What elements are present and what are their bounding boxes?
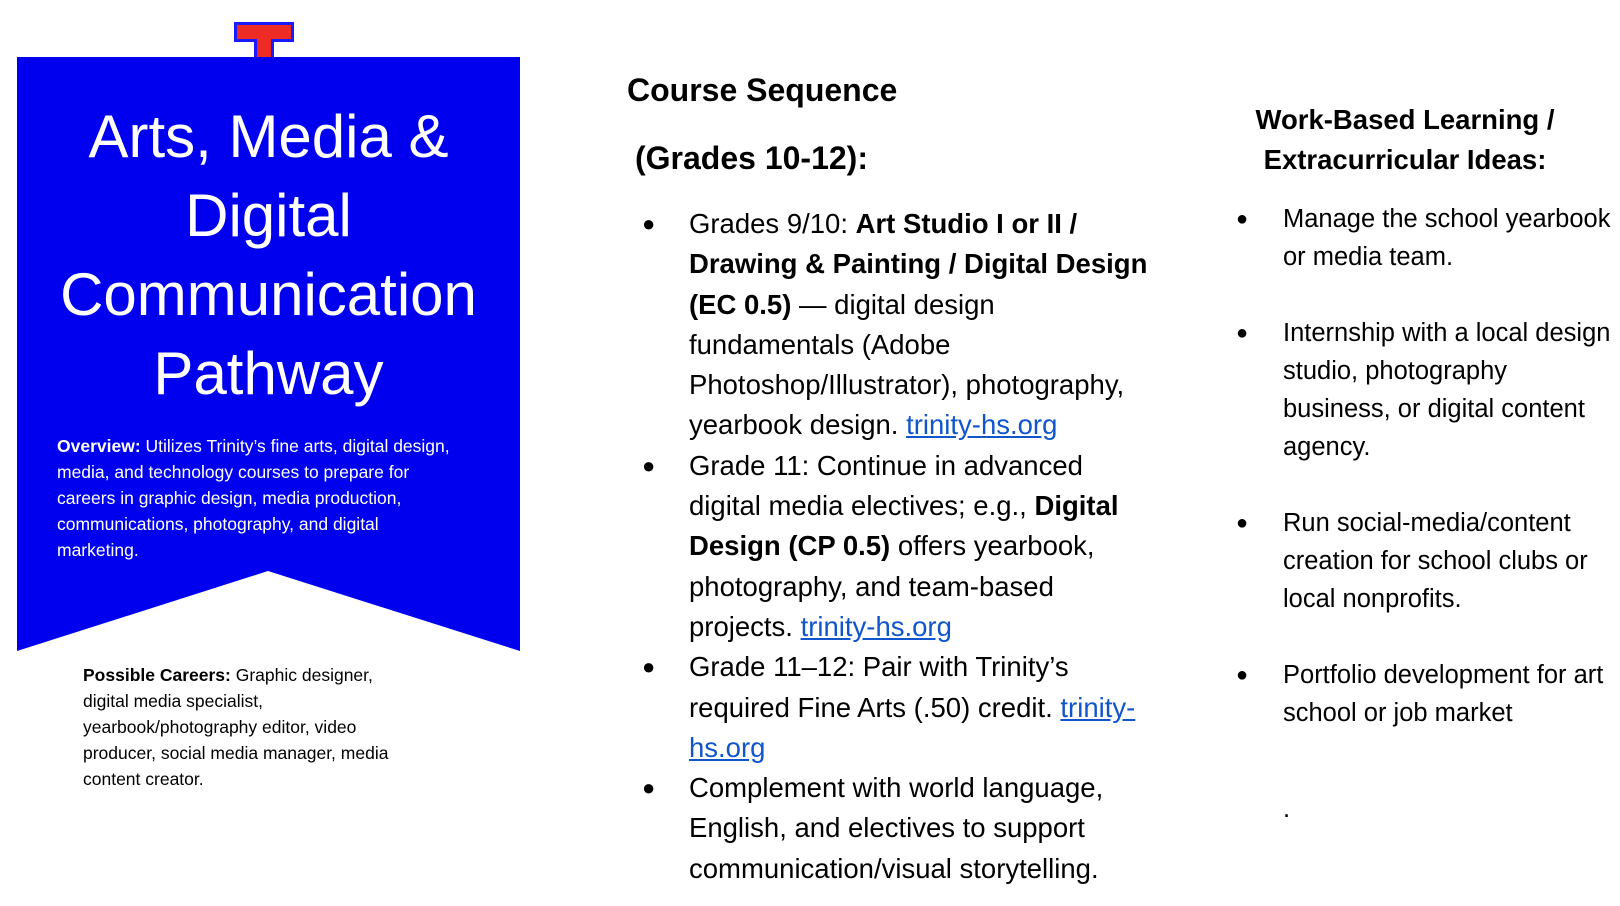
course-item-bold: Art Studio I or II / Drawing & Painting / Digital Design (EC 0.5) [689, 208, 1148, 320]
course-item-bold: Digital Design (CP 0.5) [689, 490, 1119, 562]
trailing-dot: . [1283, 795, 1291, 823]
wbl-item [1236, 656, 1616, 732]
bullet-icon: ● [1236, 512, 1249, 534]
wbl-heading-line: Extracurricular Ideas: [1263, 144, 1547, 175]
pathway-title-line: Arts, Media & [88, 103, 449, 170]
course-item [642, 204, 1162, 446]
wbl-item-text: Run social-media/content creation for school clubs or local nonprofits. [1283, 509, 1588, 613]
pathway-title [17, 97, 520, 413]
overview-paragraph [57, 433, 462, 563]
bullet-icon: ● [642, 211, 656, 236]
course-item-suffix: — digital design fundamentals (Adobe Photoshop/Illustrator), photography, yearbook design. [689, 288, 1125, 441]
wbl-item-text: Manage the school yearbook or media team. [1283, 205, 1611, 271]
course-list [642, 204, 1162, 889]
course-item [642, 647, 1162, 768]
overview-label: Overview: [57, 436, 141, 456]
wbl-list [1236, 200, 1616, 770]
pathway-banner [17, 57, 520, 651]
wbl-item-text: Internship with a local design studio, photography business, or digital content agency. [1283, 319, 1611, 461]
careers-label: Possible Careers: [83, 665, 231, 685]
course-item [642, 768, 1162, 889]
course-item [642, 446, 1162, 647]
possible-careers [83, 662, 423, 792]
wbl-item [1236, 314, 1616, 466]
wbl-item-text: Portfolio development for art school or job market [1283, 661, 1604, 727]
bullet-icon: ● [642, 452, 656, 478]
wbl-heading-line: Work-Based Learning / [1255, 104, 1555, 135]
trinity-link[interactable]: trinity-hs.org [689, 691, 1136, 763]
bullet-icon: ● [642, 654, 656, 680]
trinity-link[interactable]: trinity-hs.org [906, 409, 1058, 441]
wbl-item [1236, 200, 1616, 276]
course-item-prefix: Grades 9/10: [689, 208, 856, 239]
bullet-icon: ● [1236, 208, 1249, 230]
overview-text: Utilizes Trinity’s fine arts, digital design, media, and technology courses to prepare for careers in graphic design, media production, communications, photography, and digital marketing. [57, 436, 450, 560]
careers-text: Graphic designer, digital media specialist, yearbook/photography editor, video producer, social media manager, media content creator. [83, 665, 389, 789]
course-item-prefix: Complement with world language, English, and electives to support communication/visual storytelling. [689, 772, 1104, 884]
course-sequence-heading: Course Sequence [627, 72, 898, 108]
bullet-icon: ● [1236, 322, 1249, 344]
course-item-prefix: Grade 11–12: Pair with Trinity’s required Fine Arts (.50) credit. [689, 651, 1069, 723]
course-grades-heading: (Grades 10-12): [635, 140, 868, 176]
course-item-prefix: Grade 11: Continue in advanced digital media electives; e.g., [689, 449, 1083, 522]
wbl-item [1236, 504, 1616, 618]
wbl-heading [1200, 100, 1610, 180]
bullet-icon: ● [642, 775, 656, 801]
pathway-title-line: Communication [60, 261, 477, 328]
trinity-link[interactable]: trinity-hs.org [800, 610, 952, 642]
pathway-title-line: Pathway [153, 340, 384, 407]
pathway-title-line: Digital [185, 182, 352, 249]
course-item-suffix: offers yearbook, photography, and team-based projects. [689, 530, 1095, 642]
bullet-icon: ● [1236, 664, 1249, 686]
